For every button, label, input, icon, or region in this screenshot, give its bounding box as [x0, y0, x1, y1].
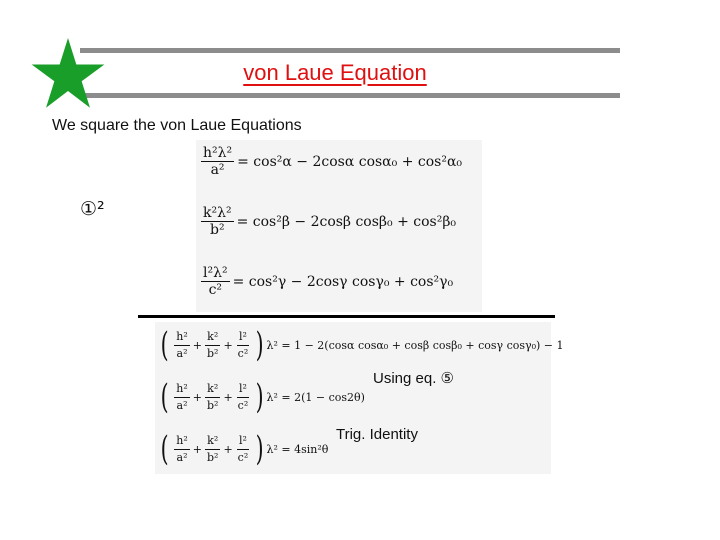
denominator: b²: [206, 450, 219, 464]
sum-row-1: ( $\frac{\text{h²}}{\text{a²}}$ + $\frac{\text{k²}}{\text{b²}}$ + $\frac{\text{l²}}{\text{c²}}$ ) λ² = 1 − 2(cosα cosα₀ + cosβ cosβ₀ + cosγ cosγ₀) − 1: [160, 325, 564, 365]
sum-rhs: λ² = 4sin²θ: [266, 442, 329, 456]
fraction: [236, 381, 251, 414]
numerator: h²: [174, 433, 190, 450]
fraction: [205, 329, 220, 362]
denominator: b²: [206, 398, 219, 412]
equation-row-3: [198, 265, 453, 298]
denominator: b²: [210, 222, 225, 238]
equation-rhs: = cos²γ − 2cosγ cosγ₀ + cos²γ₀: [232, 273, 454, 290]
star-icon: [30, 38, 106, 110]
equation-row-1: [198, 145, 462, 178]
paren-close: ): [255, 325, 264, 365]
numerator: l²: [237, 433, 249, 450]
denominator: a²: [210, 162, 225, 178]
fraction: [236, 433, 251, 466]
fraction: [205, 433, 220, 466]
sum-row-3: ( $\frac{\text{h²}}{\text{a²}}$ + $\frac{\text{k²}}{\text{b²}}$ + $\frac{\text{l²}}{\text{c²}}$ ) λ² = 4sin²θ: [160, 429, 329, 469]
numerator: h²λ²: [203, 145, 233, 161]
sum-divider: [138, 315, 555, 318]
paren-open: (: [160, 377, 169, 417]
fraction: [205, 381, 220, 414]
step-label: ①²: [80, 198, 105, 220]
fraction: [174, 381, 190, 414]
sum-rhs: λ² = 1 − 2(cosα cosα₀ + cosβ cosβ₀ + cosγ cosγ₀) − 1: [266, 338, 564, 352]
numerator: l²: [237, 329, 249, 346]
paren-open: (: [160, 325, 169, 365]
paren-close: ): [255, 377, 264, 417]
paren-open: (: [160, 429, 169, 469]
denominator: a²: [176, 346, 188, 360]
numerator: l²: [237, 381, 249, 398]
equation-rhs: = cos²α − 2cosα cosα₀ + cos²α₀: [237, 153, 463, 170]
sum-rhs: λ² = 2(1 − cos2θ): [266, 390, 365, 404]
sum-row-2: ( $\frac{\text{h²}}{\text{a²}}$ + $\frac{\text{k²}}{\text{b²}}$ + $\frac{\text{l²}}{\text{c²}}$ ) λ² = 2(1 − cos2θ): [160, 377, 365, 417]
fraction: [174, 329, 190, 362]
denominator: b²: [206, 346, 219, 360]
equation-rhs: = cos²β − 2cosβ cosβ₀ + cos²β₀: [236, 213, 457, 230]
fraction: [201, 265, 230, 298]
fraction: [174, 433, 190, 466]
numerator: k²λ²: [203, 205, 232, 221]
numerator: k²: [205, 329, 220, 346]
equation-row-2: [198, 205, 456, 238]
using-eq-note: Using eq. ⑤: [373, 370, 454, 387]
denominator: a²: [176, 398, 188, 412]
trig-identity-note: Trig. Identity: [336, 426, 418, 443]
numerator: h²: [174, 329, 190, 346]
fraction: [201, 145, 234, 178]
page-title: von Laue Equation: [243, 60, 427, 85]
fraction: [201, 205, 234, 238]
denominator: c²: [237, 450, 249, 464]
numerator: k²: [205, 433, 220, 450]
numerator: h²: [174, 381, 190, 398]
numerator: k²: [205, 381, 220, 398]
fraction: [236, 329, 251, 362]
subtitle: We square the von Laue Equations: [52, 117, 302, 134]
numerator: l²λ²: [203, 265, 228, 281]
denominator: c²: [208, 282, 223, 298]
bottom-rule: [80, 93, 620, 98]
paren-close: ): [255, 429, 264, 469]
top-rule: [80, 48, 620, 53]
denominator: c²: [237, 398, 249, 412]
denominator: a²: [176, 450, 188, 464]
denominator: c²: [237, 346, 249, 360]
